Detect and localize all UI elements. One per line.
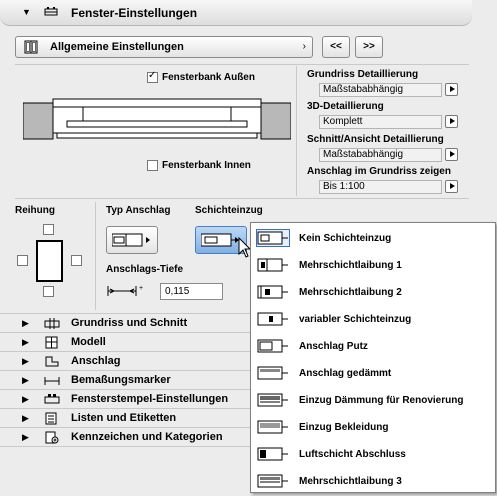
insulated-reveal-icon [257,365,289,381]
menu-item-anschlag-putz[interactable] [251,333,495,359]
window-settings-icon [44,6,58,18]
expand-arrow-icon[interactable]: ▶ [22,337,29,347]
menu-item-label: Mehrschichtlaibung 2 [299,287,402,298]
menu-item-label: Anschlag Putz [299,341,368,352]
schnitt-detail-label: Schnitt/Ansicht Detaillierung [307,134,444,145]
menu-item-label: Anschlag gedämmt [299,368,392,379]
menu-item-luftschicht-abschluss[interactable] [251,441,495,467]
3d-detail-label: 3D-Detaillierung [307,101,384,112]
3d-detail-arrow-icon[interactable] [445,115,458,128]
schnitt-detail-arrow-icon[interactable] [445,148,458,161]
panel-header[interactable] [0,0,472,26]
renovation-insulation-icon [257,392,289,408]
anschlag-show-select[interactable]: Bis 1:100 [319,180,442,194]
model-icon [44,336,60,349]
plan-section-icon [44,317,60,330]
svg-text:+: + [139,285,144,292]
inner-sill-label: Fensterbank Innen [162,160,251,171]
expand-arrow-icon[interactable]: ▶ [22,318,29,328]
grundriss-detail-label: Grundriss Detaillierung [307,69,419,80]
menu-item-label: Einzug Dämmung für Renovierung [299,395,464,406]
inner-sill-checkbox[interactable] [147,160,158,171]
menu-item-label: Einzug Bekleidung [299,422,389,433]
variable-layer-reveal-icon [257,311,289,327]
menu-item-label: Kein Schichteinzug [299,233,392,244]
anschlag-show-label: Anschlag im Grundriss zeigen [307,166,451,177]
menu-item-label: variabler Schichteinzug [299,314,412,325]
divider [15,64,469,65]
page-title: Fenster-Einstellungen [71,6,198,20]
divider [296,66,297,196]
expand-arrow-icon[interactable]: ▶ [22,394,29,404]
multilayer-reveal-2-icon [257,284,289,300]
menu-item-kein-schichteinzug[interactable] [251,225,495,251]
section-row-label: Fensterstempel-Einstellungen [71,393,229,405]
reihung-right-checkbox[interactable] [71,255,82,266]
3d-detail-select[interactable]: Komplett [319,115,442,129]
anschlag-show-arrow-icon[interactable] [445,180,458,193]
plaster-reveal-icon [257,338,289,354]
menu-item-mehrschichtlaibung-2[interactable] [251,279,495,305]
collapse-arrow-icon[interactable]: ▼ [22,7,31,17]
reveal-type-icon [112,232,152,248]
schichteinzug-menu [250,222,496,493]
section-row-label: Bemaßungsmarker [71,374,171,386]
dimension-icon [44,374,60,387]
reihung-top-checkbox[interactable] [43,224,54,235]
section-row-label: Modell [71,336,106,348]
anschlags-tiefe-label: Anschlags-Tiefe [106,264,184,275]
typ-anschlag-label: Typ Anschlag [106,205,171,216]
grundriss-detail-select[interactable]: Maßstababhängig [319,83,442,97]
prev-page-button[interactable]: << [322,36,350,58]
layer-reveal-icon [201,232,241,248]
anschlags-tiefe-input[interactable]: 0,115 [160,283,223,300]
reveal-icon [44,355,60,368]
settings-page-select[interactable] [15,36,313,58]
multilayer-reveal-3-icon [257,473,289,489]
typ-anschlag-button[interactable] [106,226,158,254]
list-icon [44,412,60,425]
category-icon [44,431,60,444]
menu-item-anschlag-gedaemmt[interactable] [251,360,495,386]
cladding-reveal-icon [257,419,289,435]
menu-item-label: Mehrschichtlaibung 1 [299,260,402,271]
schichteinzug-label: Schichteinzug [195,205,263,216]
section-row-label: Anschlag [71,355,121,367]
expand-arrow-icon[interactable]: ▶ [22,432,29,442]
multilayer-reveal-1-icon [257,257,289,273]
schnitt-detail-select[interactable]: Maßstababhängig [319,148,442,162]
depth-dimension-icon [106,284,146,298]
menu-item-einzug-bekleidung[interactable] [251,414,495,440]
section-row-label: Grundriss und Schnitt [71,317,188,329]
window-frame-icon [24,40,38,54]
menu-item-mehrschichtlaibung-1[interactable] [251,252,495,278]
reihung-label: Reihung [15,205,55,216]
expand-arrow-icon[interactable]: ▶ [22,356,29,366]
menu-item-label: Luftschicht Abschluss [299,449,406,460]
reihung-left-checkbox[interactable] [17,255,28,266]
divider [15,198,469,199]
no-layer-reveal-icon [257,230,289,246]
grundriss-detail-arrow-icon[interactable] [445,83,458,96]
reihung-window-preview [36,240,63,282]
menu-item-einzug-daemmung[interactable] [251,387,495,413]
settings-page-label: Allgemeine Einstellungen [50,41,184,53]
section-row-label: Kennzeichen und Kategorien [71,431,223,443]
section-row-label: Listen und Etiketten [71,412,177,424]
stamp-icon [44,393,60,406]
sill-preview-drawing [23,95,291,147]
air-layer-closure-icon [257,446,289,462]
expand-arrow-icon[interactable]: ▶ [22,413,29,423]
menu-item-variabler-schichteinzug[interactable] [251,306,495,332]
next-page-button[interactable]: >> [355,36,383,58]
divider [95,202,96,310]
expand-arrow-icon[interactable]: ▶ [22,375,29,385]
reihung-bottom-checkbox[interactable] [43,286,54,297]
menu-item-mehrschichtlaibung-3[interactable] [251,468,495,494]
chevron-right-icon: › [302,41,306,52]
outer-sill-checkbox[interactable] [147,72,158,83]
outer-sill-label: Fensterbank Außen [162,72,255,83]
menu-item-label: Mehrschichtlaibung 3 [299,476,402,487]
